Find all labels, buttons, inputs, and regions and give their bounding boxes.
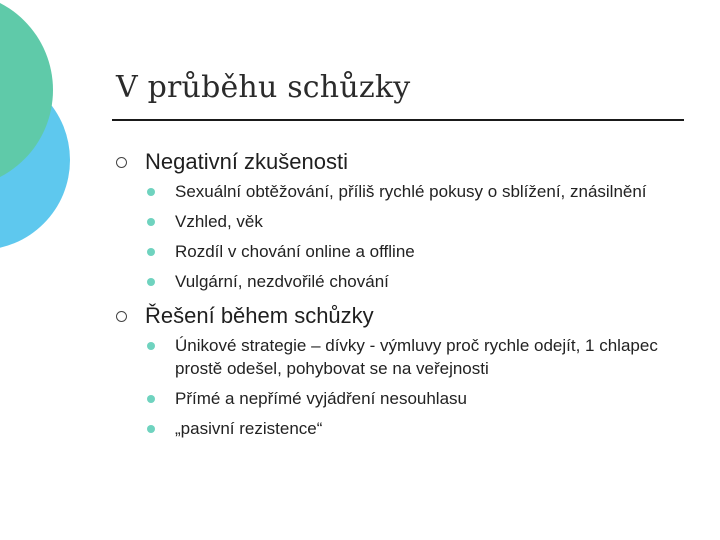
- title-divider: [112, 119, 684, 121]
- bullet-list: [147, 334, 676, 440]
- ring-bullet-icon: [116, 157, 127, 168]
- slide-content: [116, 146, 676, 447]
- dot-bullet-icon: [147, 248, 155, 256]
- section-negative-experiences: [116, 146, 676, 293]
- list-item-text: Únikové strategie – dívky - výmluvy proč rychle odejít, 1 chlapec prostě odešel, pohybovat se na veřejnosti: [175, 336, 658, 378]
- list-item-text: Sexuální obtěžování, příliš rychlé pokusy o sblížení, znásilnění: [175, 182, 647, 201]
- list-item: [147, 180, 676, 203]
- list-item-text: Vzhled, věk: [175, 212, 263, 231]
- list-item-text: Rozdíl v chování online a offline: [175, 242, 415, 261]
- list-item: [147, 240, 676, 263]
- list-item: [147, 210, 676, 233]
- section-heading-text: Řešení během schůzky: [145, 303, 374, 328]
- dot-bullet-icon: [147, 278, 155, 286]
- section-heading-text: Negativní zkušenosti: [145, 149, 348, 174]
- slide-title: V průběhu schůzky: [116, 70, 411, 105]
- bullet-list: [147, 180, 676, 293]
- list-item-text: Přímé a nepřímé vyjádření nesouhlasu: [175, 389, 467, 408]
- section-heading: [116, 146, 676, 178]
- dot-bullet-icon: [147, 342, 155, 350]
- list-item: [147, 417, 676, 440]
- list-item: [147, 270, 676, 293]
- section-solutions-during-meeting: [116, 300, 676, 440]
- dot-bullet-icon: [147, 395, 155, 403]
- list-item: [147, 334, 676, 380]
- dot-bullet-icon: [147, 218, 155, 226]
- dot-bullet-icon: [147, 425, 155, 433]
- dot-bullet-icon: [147, 188, 155, 196]
- section-heading: [116, 300, 676, 332]
- ring-bullet-icon: [116, 311, 127, 322]
- list-item: [147, 387, 676, 410]
- list-item-text: „pasivní rezistence“: [175, 419, 323, 438]
- list-item-text: Vulgární, nezdvořilé chování: [175, 272, 389, 291]
